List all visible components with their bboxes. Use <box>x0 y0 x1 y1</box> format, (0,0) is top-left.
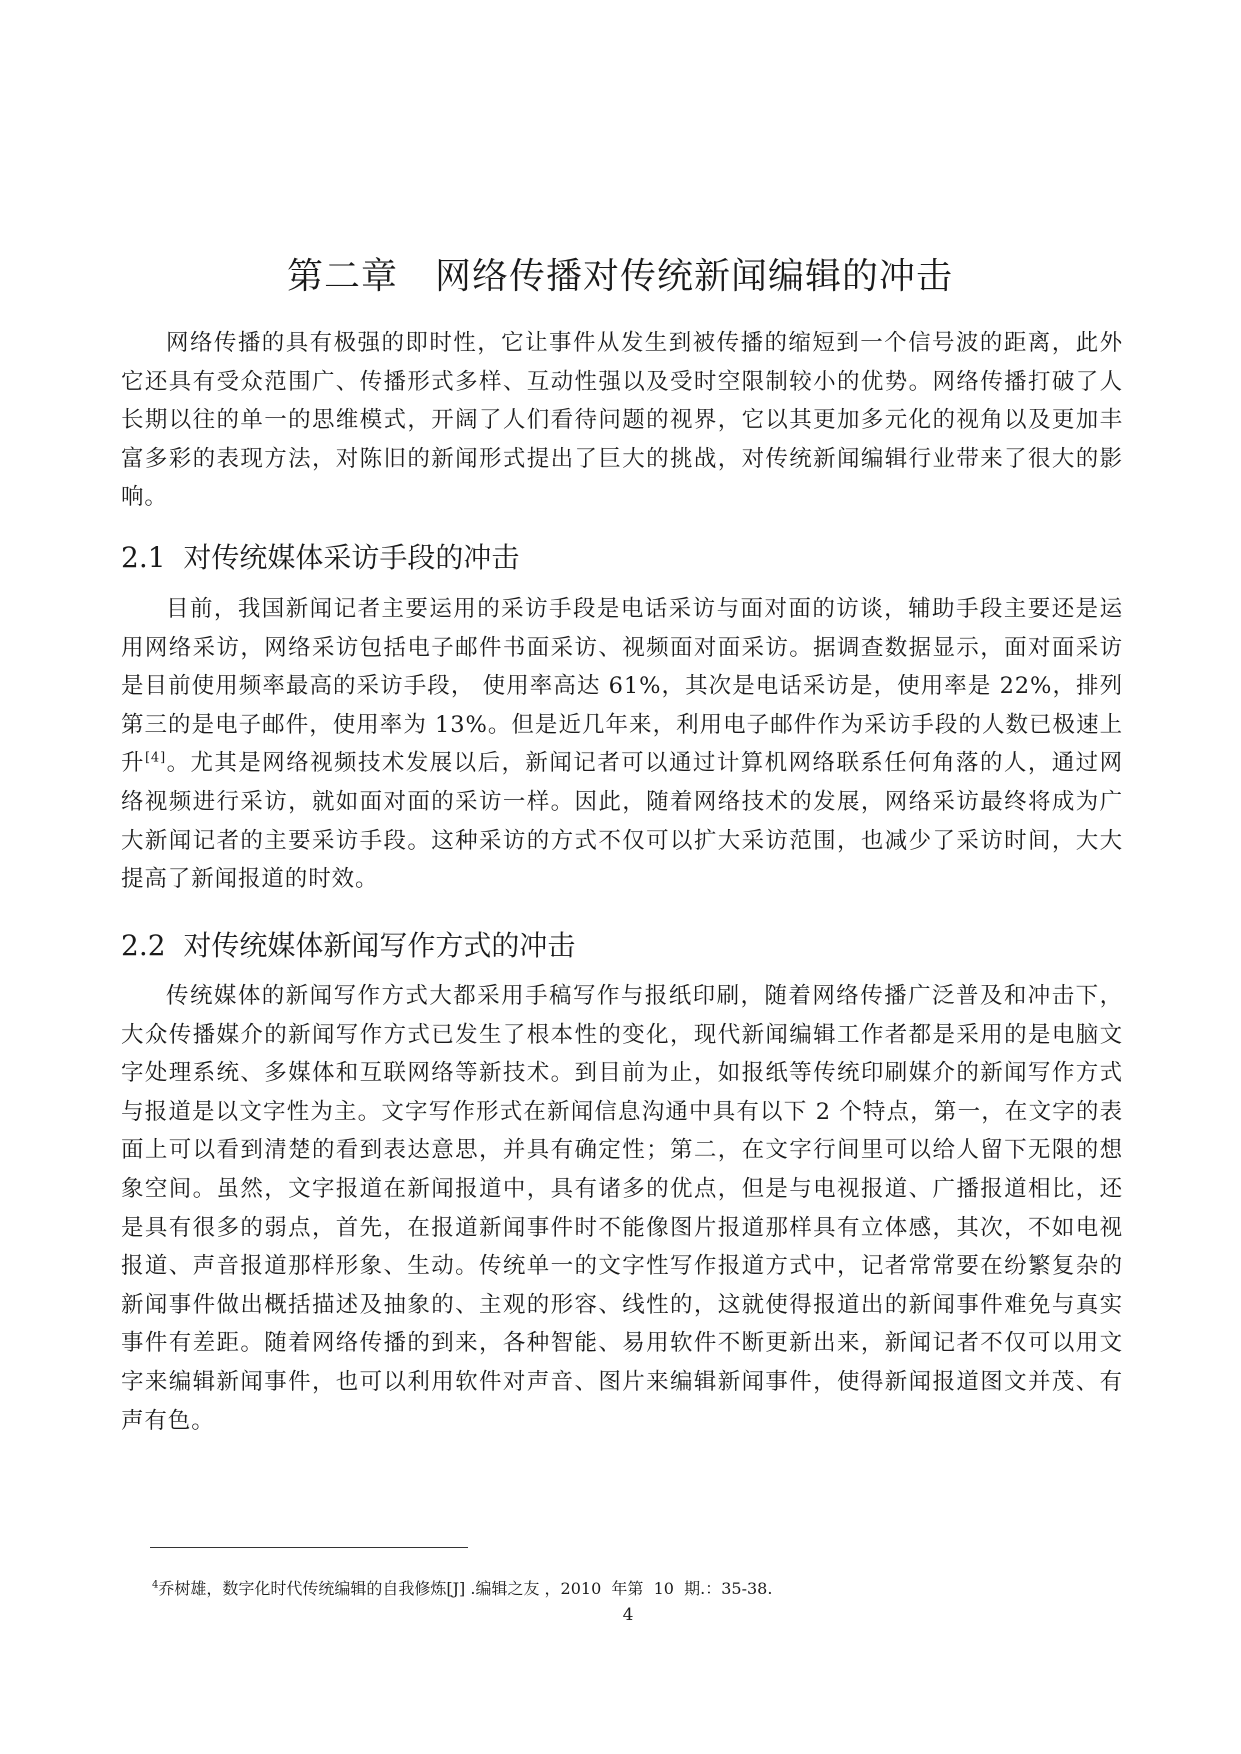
paragraph-text: 目前，我国新闻记者主要运用的采访手段是电话采访与面对面的访谈，辅助手段主要还是运用网络采访，网络采访包括电子邮件书面采访、视频面对面采访。据调查数据显示，面对面采访是目前使用频率最高的采访手段， 使用率高达 61%，其次是电话采访是，使用率是 22%，排列第三的是电子邮件，使用率为 13%。但是近几年来，利用电子邮件作为采访手段的人数已极速上升 <box>121 596 1123 777</box>
section-heading-2-2 <box>121 924 575 964</box>
section-title-text: 对传统媒体采访手段的冲击 <box>183 541 520 574</box>
footnote <box>152 1576 772 1599</box>
footnote-divider <box>150 1547 468 1548</box>
section-2-2-paragraph: 传统媒体的新闻写作方式大都采用手稿写作与报纸印刷，随着网络传播广泛普及和冲击下，大众传播媒介的新闻写作方式已发生了根本性的变化，现代新闻编辑工作者都是采用的是电脑文字处理系统、多媒体和互联网络等新技术。到目前为止，如报纸等传统印刷媒介的新闻写作方式与报道是以文字性为主。文字写作形式在新闻信息沟通中具有以下 2 个特点，第一，在文字的表面上可以看到清楚的看到表达意思，并具有确定性；第二，在文字行间里可以给人留下无限的想象空间。虽然，文字报道在新闻报道中，具有诸多的优点，但是与电视报道、广播报道相比，还是具有很多的弱点，首先，在报道新闻事件时不能像图片报道那样具有立体感，其次，不如电视报道、声音报道那样形象、生动。传统单一的文字性写作报道方式中，记者常常要在纷繁复杂的新闻事件做出概括描述及抽象的、主观的形容、线性的，这就使得报道出的新闻事件难免与真实事件有差距。随着网络传播的到来，各种智能、易用软件不断更新出来，新闻记者不仅可以用文字来编辑新闻事件，也可以利用软件对声音、图片来编辑新闻事件，使得新闻报道图文并茂、有声有色。 <box>121 983 1123 1434</box>
chapter-title: 第二章 网络传播对传统新闻编辑的冲击 <box>286 256 953 297</box>
section-number: 2.1 <box>121 541 166 574</box>
section-title-text: 对传统媒体新闻写作方式的冲击 <box>183 929 576 962</box>
intro-paragraph: 网络传播的具有极强的即时性，它让事件从发生到被传播的缩短到一个信号波的距离，此外它还具有受众范围广、传播形式多样、互动性强以及受时空限制较小的优势。网络传播打破了人长期以往的单一的思维模式，开阔了人们看待问题的视界，它以其更加多元化的视角以及更加丰富多彩的表现方法，对陈旧的新闻形式提出了巨大的挑战，对传统新闻编辑行业带来了很大的影响。 <box>121 330 1123 511</box>
citation-marker: [4] <box>144 750 167 766</box>
page-number: 4 <box>622 1605 634 1625</box>
section-2-1-paragraph <box>121 590 1123 899</box>
footnote-text: 乔树雄，数字化时代传统编辑的自我修炼[J] .编辑之友 ，2010 年第 10 期.：35-38. <box>158 1579 773 1598</box>
paragraph-text: 。尤其是网络视频技术发展以后，新闻记者可以通过计算机网络联系任何角落的人，通过网络视频进行采访，就如面对面的采访一样。因此，随着网络技术的发展，网络采访最终将成为广大新闻记者的主要采访手段。这种采访的方式不仅可以扩大采访范围，也减少了采访时间，大大提高了新闻报道的时效。 <box>121 750 1123 893</box>
footnote-marker: 4 <box>152 1579 159 1591</box>
section-number: 2.2 <box>121 929 166 962</box>
section-heading-2-1 <box>121 536 519 576</box>
